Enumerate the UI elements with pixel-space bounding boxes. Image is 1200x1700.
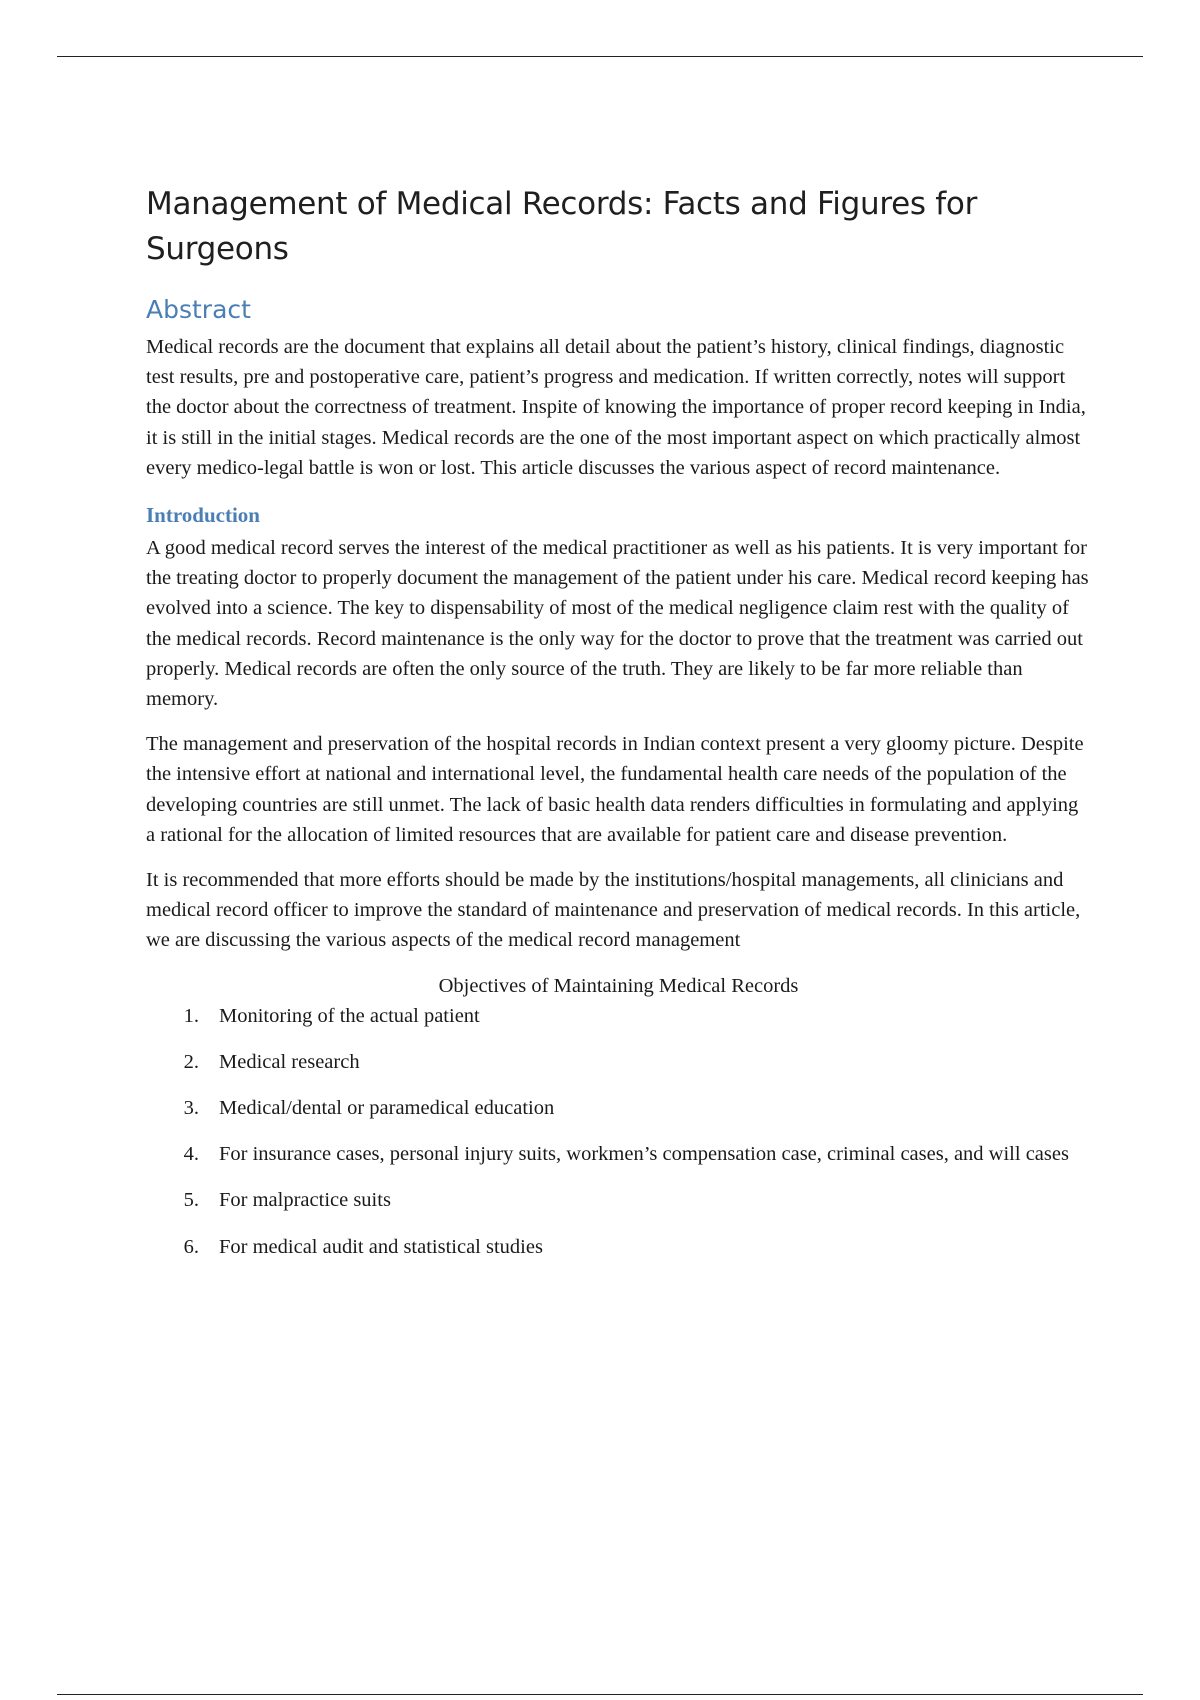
list-item-text: Medical research bbox=[219, 1050, 360, 1073]
list-item bbox=[146, 1185, 1091, 1215]
list-item-number: 1. bbox=[183, 1004, 199, 1027]
introduction-heading: Introduction bbox=[146, 503, 260, 528]
list-item bbox=[146, 1001, 1091, 1031]
list-item bbox=[146, 1232, 1091, 1262]
list-item-number: 2. bbox=[183, 1050, 199, 1073]
list-item-number: 4. bbox=[183, 1143, 199, 1166]
list-item-text: For medical audit and statistical studies bbox=[219, 1235, 543, 1258]
intro-paragraph-3: It is recommended that more efforts should be made by the institutions/hospital managements, all clinicians and medical record officer to improve the standard of maintenance and preservation of medical records. In this article, we are discussing the various aspects of the medical record management bbox=[146, 869, 1081, 952]
intro-paragraph-2: The management and preservation of the hospital records in Indian context present a very gloomy picture. Despite the intensive effort at national and international level, the fundamental health care needs of the population of the developing countries are still unmet. The lack of basic health data renders difficulties in formulating and applying a rational for the allocation of limited resources that are available for patient care and disease prevention. bbox=[146, 733, 1084, 846]
list-item-text: For malpractice suits bbox=[219, 1189, 391, 1212]
list-item bbox=[146, 1093, 1091, 1123]
objectives-list bbox=[146, 1001, 1091, 1262]
list-item-number: 6. bbox=[183, 1235, 199, 1258]
document-title: Management of Medical Records: Facts and Figures for Surgeons bbox=[146, 186, 978, 267]
abstract-heading: Abstract bbox=[146, 295, 251, 324]
top-rule bbox=[57, 56, 1143, 57]
list-item-text: For insurance cases, personal injury suits, workmen’s compensation case, criminal cases, and will cases bbox=[219, 1143, 1069, 1166]
document-body bbox=[146, 182, 1091, 1278]
list-item-text: Medical/dental or paramedical education bbox=[219, 1097, 555, 1120]
objectives-title: Objectives of Maintaining Medical Records bbox=[438, 974, 799, 997]
abstract-text: Medical records are the document that explains all detail about the patient’s history, clinical findings, diagnostic test results, pre and postoperative care, patient’s progress and medication. If written correctly, notes will support the doctor about the correctness of treatment. Inspite of knowing the importance of proper record keeping in India, it is still in the initial stages. Medical records are the one of the most important aspect on which practically almost every medico-legal battle is won or lost. This article discusses the various aspect of record maintenance. bbox=[146, 336, 1086, 479]
list-item bbox=[146, 1139, 1091, 1169]
list-item bbox=[146, 1047, 1091, 1077]
intro-paragraph-1: A good medical record serves the interest of the medical practitioner as well as his patients. It is very important for the treating doctor to properly document the management of the patient under his care. Medical record keeping has evolved into a science. The key to dispensability of most of the medical negligence claim rest with the quality of the medical records. Record maintenance is the only way for the doctor to prove that the treatment was carried out properly. Medical records are often the only source of the truth. They are likely to be far more reliable than memory. bbox=[146, 537, 1089, 711]
list-item-text: Monitoring of the actual patient bbox=[219, 1004, 480, 1027]
bottom-rule bbox=[57, 1694, 1143, 1695]
list-item-number: 3. bbox=[183, 1097, 199, 1120]
list-item-number: 5. bbox=[183, 1189, 199, 1212]
